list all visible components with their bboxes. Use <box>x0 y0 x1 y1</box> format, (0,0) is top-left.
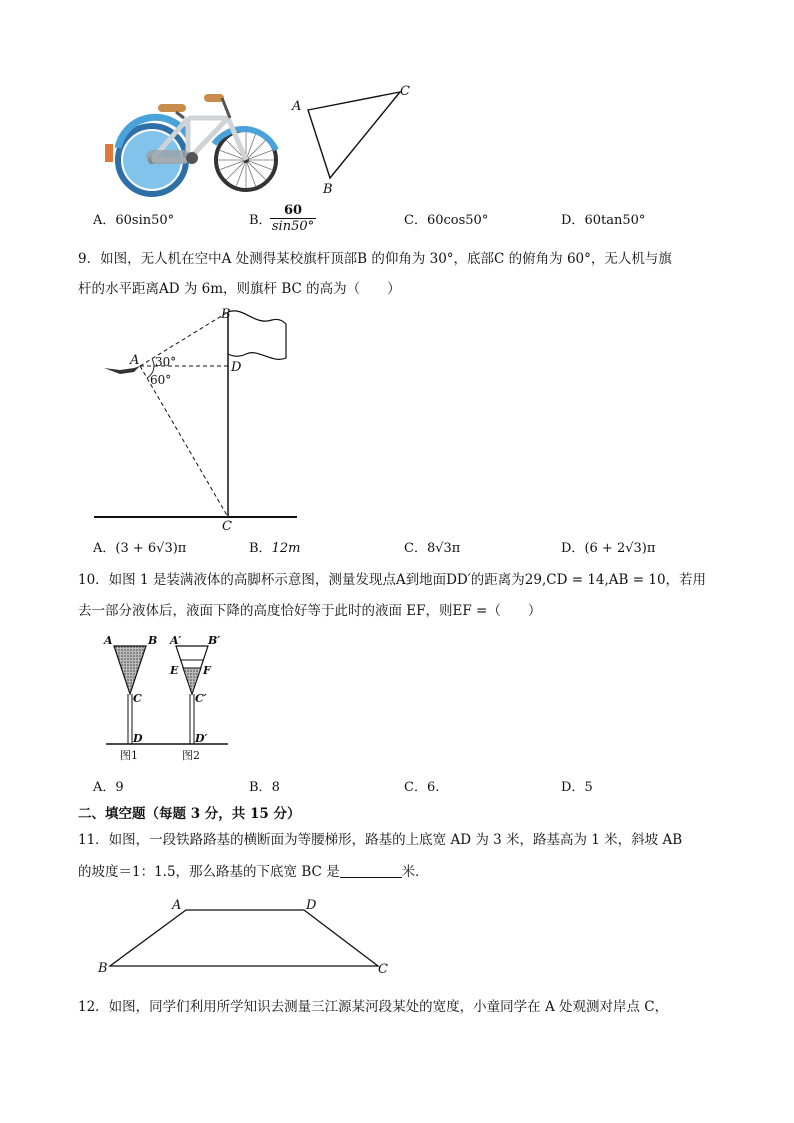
q11-line-2-post: 米． <box>401 864 429 880</box>
q10-option-d-text: 5 <box>584 780 593 795</box>
q9-option-c-text: 8√3π <box>426 541 461 556</box>
q9-option-d <box>561 539 655 559</box>
q9-option-a <box>93 539 186 559</box>
label-e: E <box>170 664 179 677</box>
label-a: A <box>172 898 182 913</box>
label-b-prime: B′ <box>208 634 221 647</box>
q10-line-2: 去一部分液体后，液面下降的高度恰好等于此时的液面 EF，则EF =（ ） <box>78 603 542 619</box>
label-b: B <box>323 182 333 197</box>
q9-option-d-text: (6 + 2√3)π <box>584 541 656 556</box>
label-d: D <box>306 898 317 913</box>
q10-option-c-text: 6. <box>426 780 440 795</box>
q9-line-2: 杆的水平距离AD 为 6m，则旗杆 BC 的高为（ ） <box>78 281 401 297</box>
label-a: A <box>292 99 302 114</box>
q8-option-b-letter: B． <box>249 213 272 228</box>
q8-option-d-text: 60tan50° <box>584 213 646 228</box>
q11-line-2-pre: 的坡度＝1：1.5，那么路基的下底宽 BC 是 <box>78 864 340 880</box>
q10-option-d <box>561 778 593 798</box>
q9-option-a-letter: A． <box>93 541 116 556</box>
label-c-prime: C′ <box>195 692 207 705</box>
q10-option-d-letter: D． <box>561 780 585 795</box>
q8-option-a <box>93 211 174 231</box>
q9-option-c-letter: C． <box>404 541 427 556</box>
label-angle-30: 30° <box>155 355 177 369</box>
q9-option-b <box>249 539 300 559</box>
q10-option-b <box>249 778 280 798</box>
goblet-figures <box>100 628 230 766</box>
q10-option-b-text: 8 <box>271 780 280 795</box>
q8-option-b-numerator: 60 <box>270 203 316 219</box>
q9-line-1: 9．如图，无人机在空中A 处测得某校旗杆顶部B 的仰角为 30°，底部C 的俯角为 60°，无人机与旗 <box>78 251 672 267</box>
label-a: A <box>104 634 113 647</box>
q9-option-b-text: 12m <box>271 541 301 556</box>
label-fig1: 图1 <box>120 749 138 762</box>
label-d: D <box>133 732 143 745</box>
label-c: C <box>378 962 388 977</box>
bicycle-image <box>100 88 290 198</box>
label-angle-60: 60° <box>150 373 172 387</box>
q8-option-b <box>249 211 272 231</box>
label-d-prime: D′ <box>195 732 208 745</box>
q8-option-c <box>404 211 488 231</box>
q8-option-a-letter: A． <box>93 213 116 228</box>
trapezoid-figure <box>94 894 394 978</box>
q8-option-b-fraction <box>270 203 316 234</box>
q10-option-a-letter: A． <box>93 780 116 795</box>
q10-option-c-letter: C． <box>404 780 427 795</box>
flagpole-drone-figure <box>94 304 304 534</box>
label-d: D <box>231 360 242 375</box>
label-c: C <box>222 519 232 534</box>
q9-option-c <box>404 539 460 559</box>
q9-option-d-letter: D． <box>561 541 585 556</box>
label-c: C <box>133 692 142 705</box>
q10-option-b-letter: B． <box>249 780 272 795</box>
label-f: F <box>203 664 211 677</box>
q10-line-1: 10．如图 1 是装满液体的高脚杯示意图，测量发现点A到地面DD′的距离为29,CD = 14,AB = 10，若用 <box>78 572 707 588</box>
label-b: B <box>221 307 231 322</box>
triangle-abc-figure <box>290 80 420 200</box>
q10-option-c <box>404 778 439 798</box>
label-b: B <box>98 961 108 976</box>
answer-blank <box>340 863 402 878</box>
label-a-prime: A′ <box>170 634 182 647</box>
q12-line-1: 12．如图，同学们利用所学知识去测量三江源某河段某处的宽度，小童同学在 A 处观测对岸点 C， <box>78 999 669 1015</box>
label-c: C <box>400 84 410 99</box>
q8-option-b-denominator: sin50° <box>271 219 315 234</box>
q8-option-a-text: 60sin50° <box>115 213 175 228</box>
q11-line-2 <box>78 862 429 882</box>
q9-option-a-text: (3 + 6√3)π <box>115 541 187 556</box>
label-a: A <box>130 353 140 368</box>
q8-option-d <box>561 211 645 231</box>
q10-option-a <box>93 778 124 798</box>
label-fig2: 图2 <box>182 749 200 762</box>
label-b: B <box>148 634 158 647</box>
q8-option-c-text: 60cos50° <box>426 213 489 228</box>
q10-option-a-text: 9 <box>115 780 124 795</box>
section-title: 二、填空题（每题 3 分，共 15 分） <box>78 806 301 822</box>
q9-option-b-letter: B． <box>249 541 272 556</box>
q11-line-1: 11．如图，一段铁路路基的横断面为等腰梯形，路基的上底宽 AD 为 3 米，路基高为 1 米，斜坡 AB <box>78 832 683 848</box>
q8-option-d-letter: D． <box>561 213 585 228</box>
q8-option-c-letter: C． <box>404 213 427 228</box>
